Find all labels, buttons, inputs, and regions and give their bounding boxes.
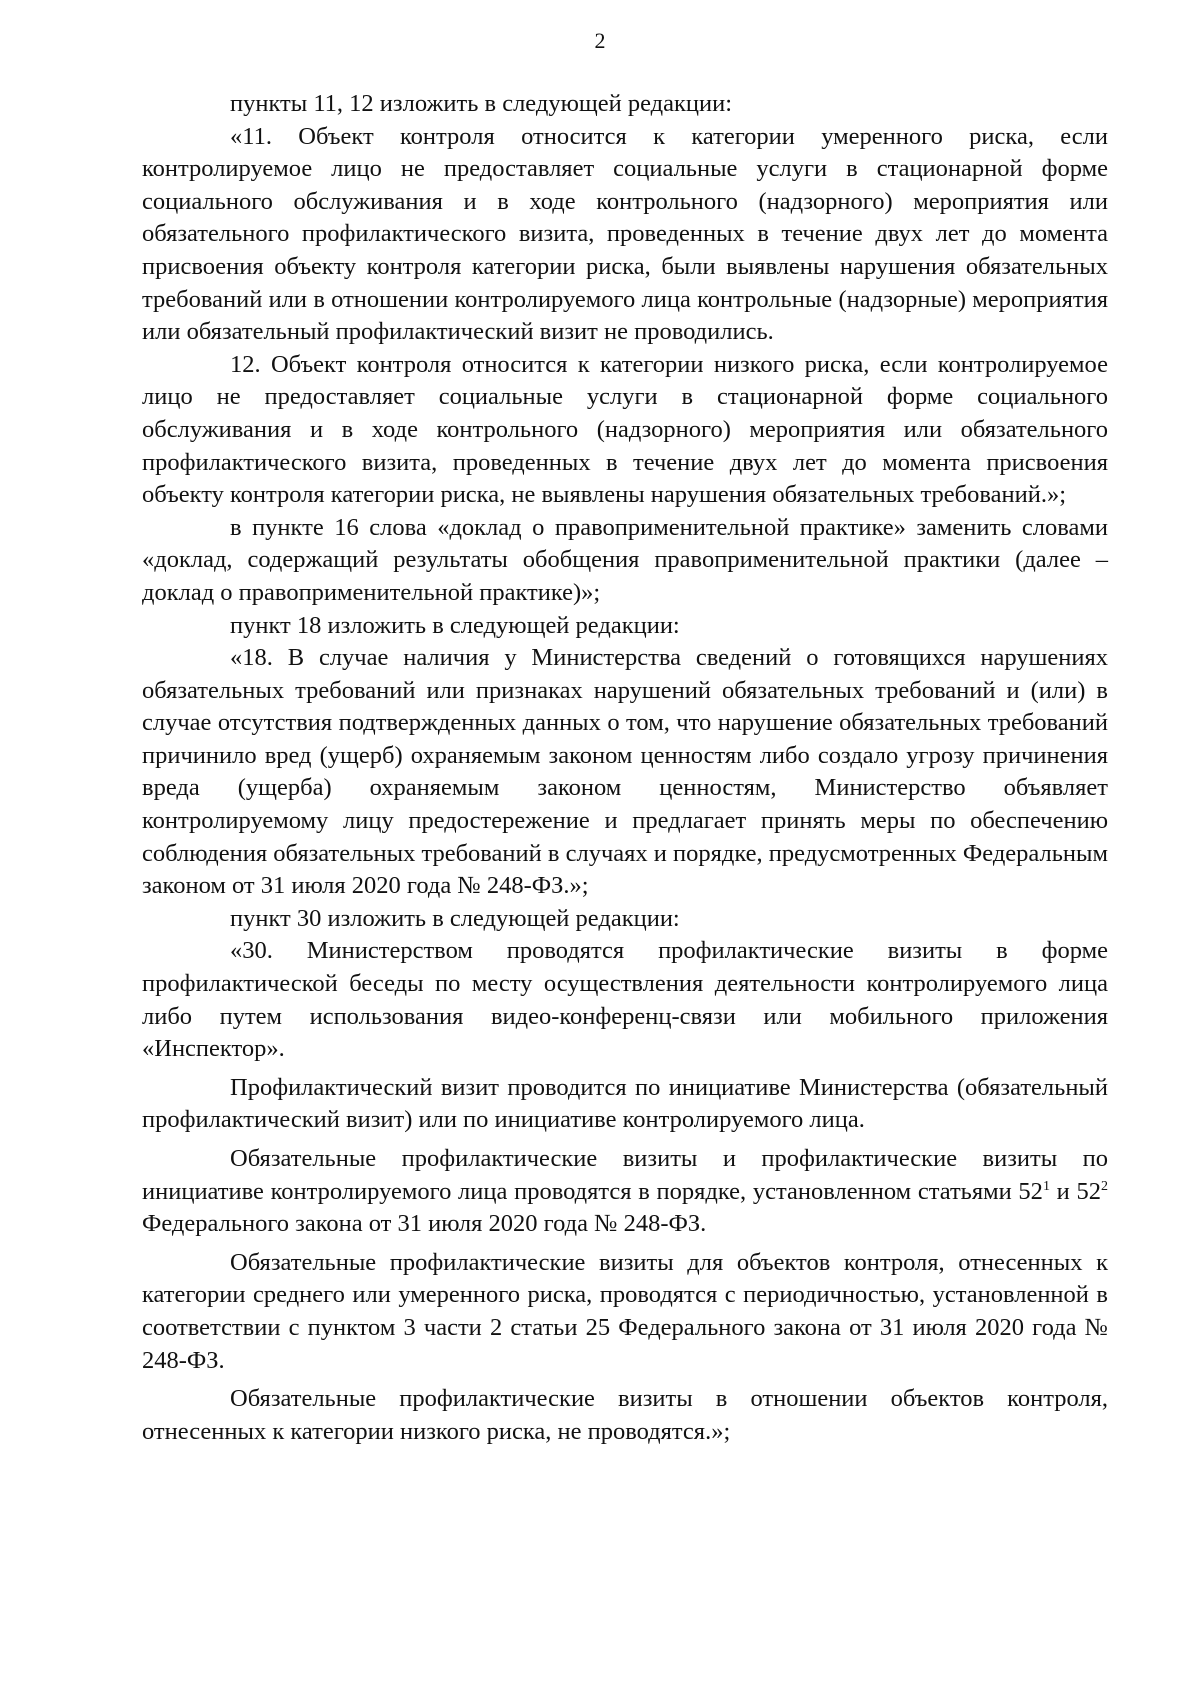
- superscript-1: 1: [1042, 1178, 1050, 1194]
- paragraph-item-18: «18. В случае наличия у Министерства сведений о готовящихся нарушениях обязательных требований или признаках нарушений обязательных требований и (или) в случае отсутствия подтвержденных данных о том, что нарушение обязательных требований причинило вред (ущерб) охраняемым законом ценностям либо создало угрозу причинения вреда (ущерба) охраняемым законом ценностям, Министерство объявляет контролируемому лицу предостережение и предлагает принять меры по обеспечению соблюдения обязательных требований в случаях и порядке, предусмотренных Федеральным законом от 31 июля 2020 года № 248-ФЗ.»;: [142, 644, 1108, 900]
- paragraph-item-12: 12. Объект контроля относится к категории низкого риска, если контролируемое лицо не предоставляет социальные услуги в стационарной форме социального обслуживания и в ходе контрольного (надзорного) мероприятия или обязательного профилактического визита, проведенных в течение двух лет до момента присвоения объекту контроля категории риска, не выявлены нарушения обязательных требований.»;: [142, 350, 1108, 509]
- paragraph-low-risk-visits: Обязательные профилактические визиты в отношении объектов контроля, отнесенных к категории низкого риска, не проводятся.»;: [142, 1385, 1108, 1445]
- superscript-2: 2: [1100, 1178, 1108, 1194]
- paragraph-intro-items-11-12: пункты 11, 12 изложить в следующей редакции:: [230, 90, 733, 117]
- paragraph-intro-item-18: пункт 18 изложить в следующей редакции:: [230, 611, 680, 639]
- paragraph-visit-procedure: [142, 1143, 1108, 1241]
- page-number: 2: [594, 28, 606, 53]
- paragraph-visit-periodicity: Обязательные профилактические визиты для объектов контроля, отнесенных к категории среднего или умеренного риска, проводятся с периодичностью, установленной в соответствии с пунктом 3 части 2 статьи 25 Федерального закона от 31 июля 2020 года № 248-ФЗ.: [142, 1248, 1108, 1374]
- paragraph-visit-initiative: Профилактический визит проводится по инициативе Министерства (обязательный профилактический визит) или по инициативе контролируемого лица.: [142, 1073, 1108, 1134]
- visit-procedure-text-a: Обязательные профилактические визиты и профилактические визиты по инициативе контролируемого лица проводятся в порядке, установленном статьями 52: [142, 1145, 1108, 1205]
- paragraph-item-16-change: в пункте 16 слова «доклад о правоприменительной практике» заменить словами «доклад, содержащий результаты обобщения правоприменительной практики (далее – доклад о правоприменительной практике)»;: [142, 513, 1108, 606]
- visit-procedure-text-b: и 52: [1049, 1177, 1101, 1205]
- paragraph-intro-item-30: пункт 30 изложить в следующей редакции:: [230, 904, 680, 932]
- document-body: [142, 88, 1108, 1448]
- paragraph-item-30: «30. Министерством проводятся профилактические визиты в форме профилактической беседы по месту осуществления деятельности контролируемого лица либо путем использования видео-конференц-связи или мобильного приложения «Инспектор».: [142, 937, 1108, 1063]
- paragraph-item-11: «11. Объект контроля относится к категории умеренного риска, если контролируемое лицо не предоставляет социальные услуги в стационарной форме социального обслуживания и в ходе контрольного (надзорного) мероприятия или обязательного профилактического визита, проведенных в течение двух лет до момента присвоения объекту контроля категории риска, были выявлены нарушения обязательных требований или в отношении контролируемого лица контрольные (надзорные) мероприятия или обязательный профилактический визит не проводились.: [142, 122, 1108, 346]
- visit-procedure-text-c: Федерального закона от 31 июля 2020 года № 248-ФЗ.: [142, 1210, 707, 1238]
